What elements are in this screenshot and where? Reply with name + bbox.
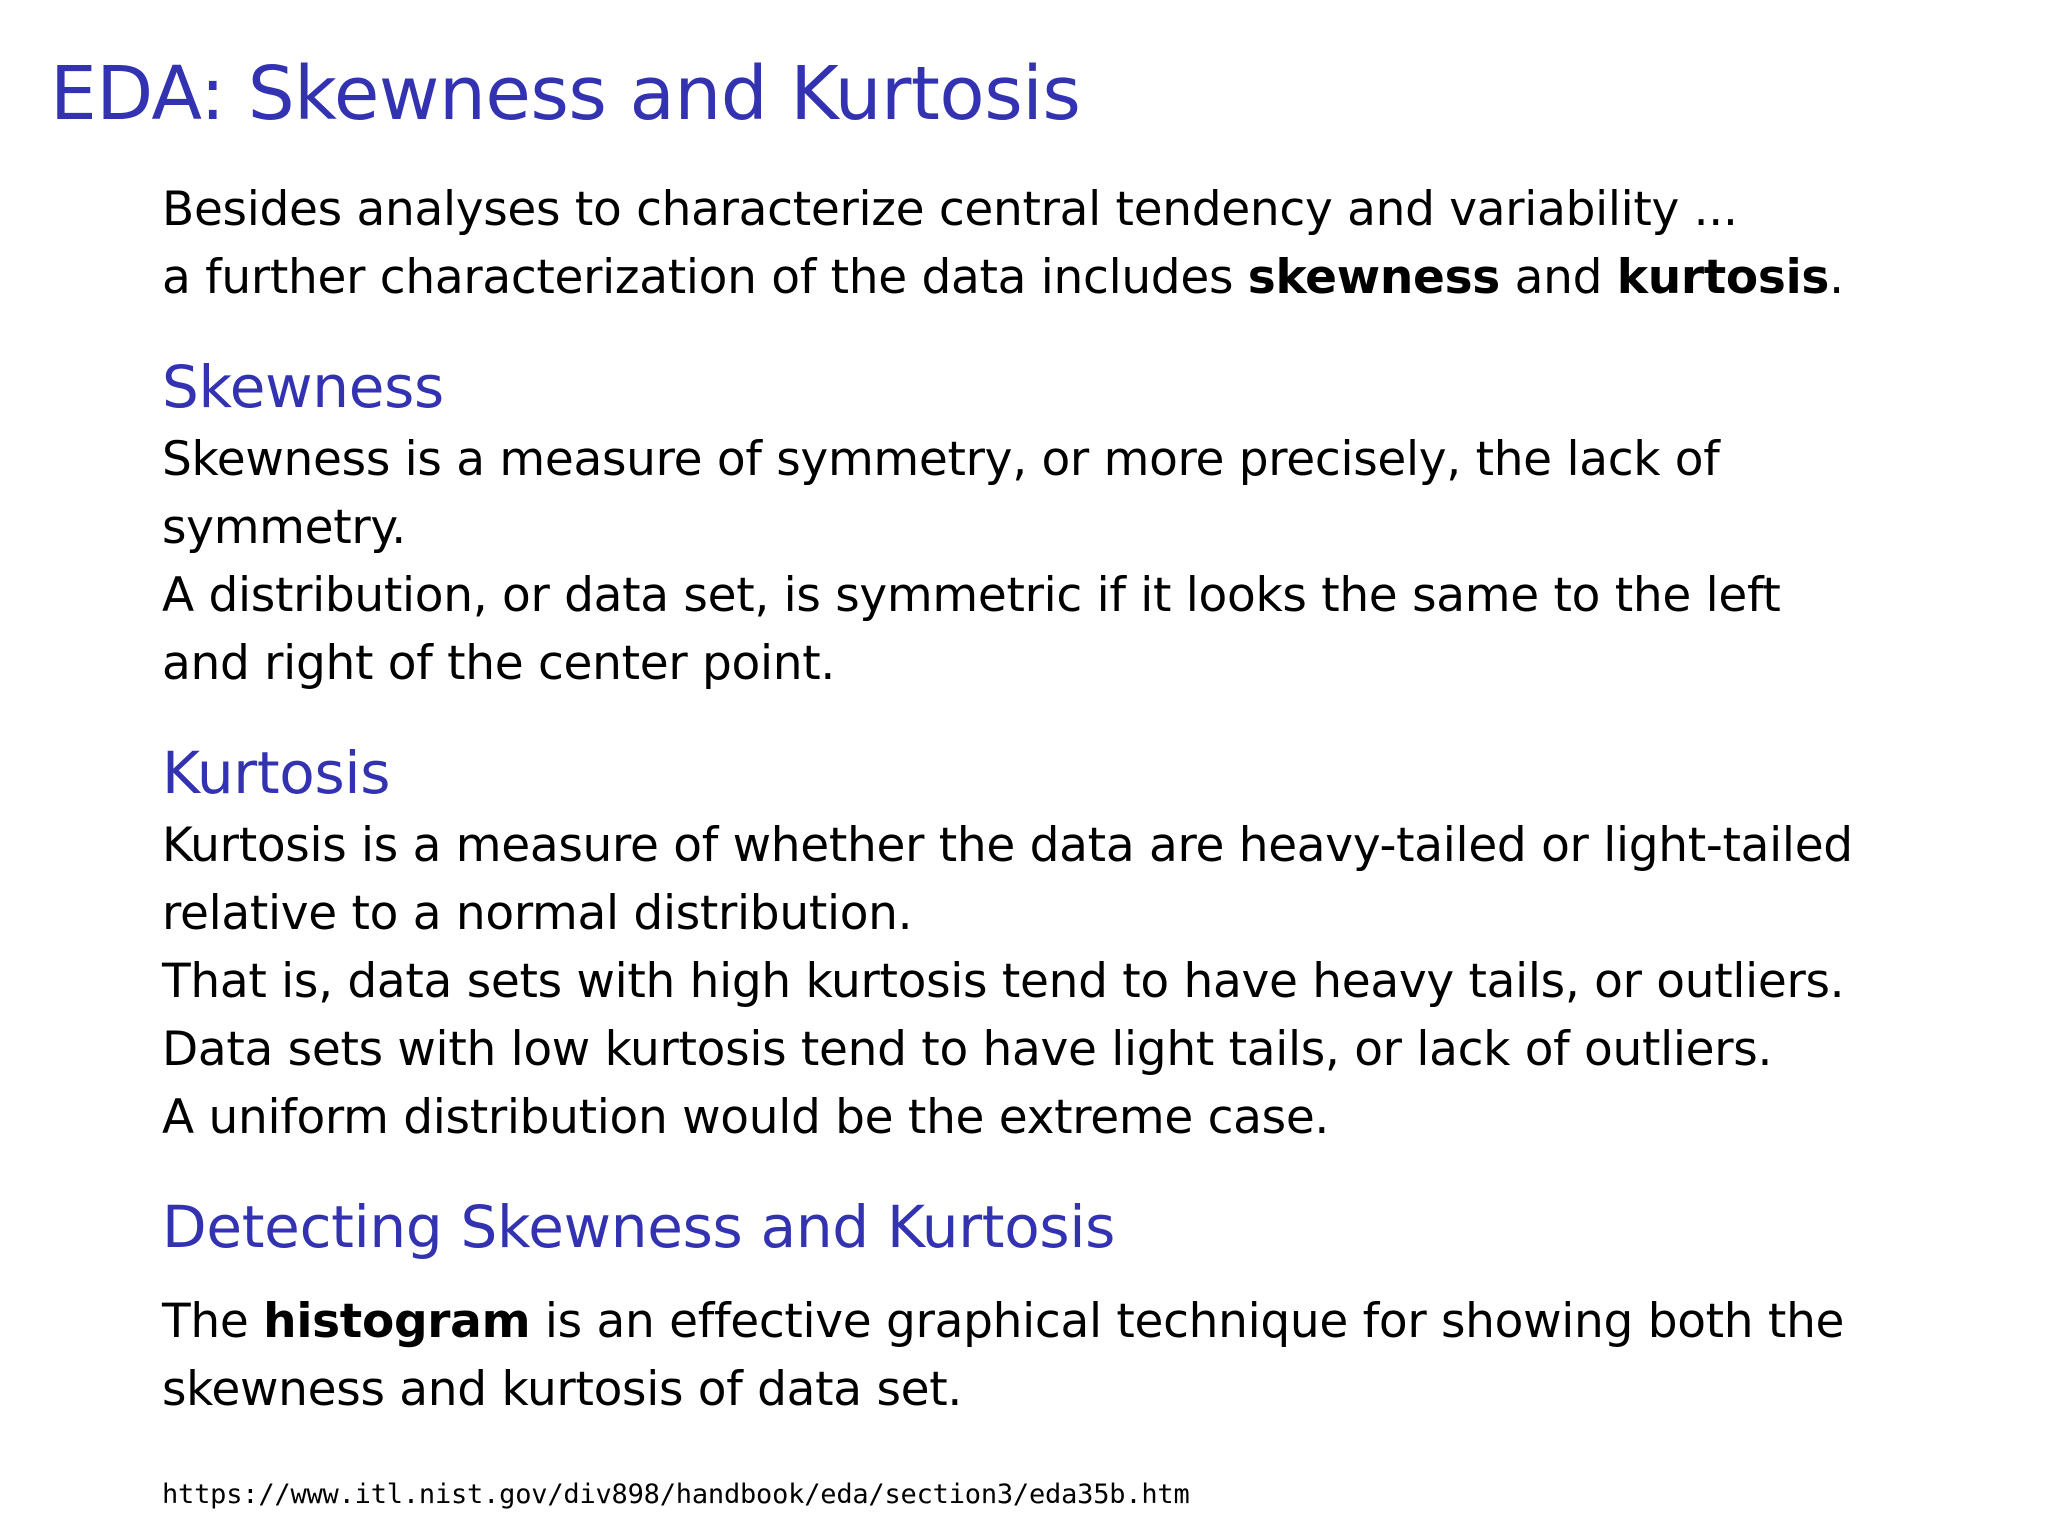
kurtosis-term: kurtosis (1616, 250, 1830, 305)
skewness-line-2: symmetry. (162, 500, 406, 555)
intro-line-1: Besides analyses to characterize central tendency and variability ... (162, 182, 1738, 237)
skewness-line-1: Skewness is a measure of symmetry, or more precisely, the lack of (162, 432, 1720, 487)
skewness-line-4: and right of the center point. (162, 636, 836, 691)
detecting-line-1-text-a: The (162, 1294, 264, 1349)
detecting-line-1 (162, 1288, 2002, 1356)
detecting-heading: Detecting Skewness and Kurtosis (162, 1193, 1116, 1261)
kurtosis-line-2: relative to a normal distribution. (162, 886, 913, 941)
intro-block (162, 176, 2002, 312)
slide-title: EDA: Skewness and Kurtosis (50, 51, 1081, 137)
kurtosis-line-5: A uniform distribution would be the extreme case. (162, 1090, 1330, 1145)
detecting-line-1-text-b: is an effective graphical technique for showing both the (530, 1294, 1845, 1349)
slide-content (162, 176, 2002, 1424)
skewness-term: skewness (1247, 250, 1500, 305)
skewness-line-3: A distribution, or data set, is symmetric if it looks the same to the left (162, 568, 1781, 623)
source-url: https://www.itl.nist.gov/div898/handbook/eda/section3/eda35b.htm (162, 1479, 1190, 1510)
intro-line-2-text-c: . (1829, 250, 1844, 305)
detecting-block (162, 1188, 2002, 1424)
kurtosis-line-4: Data sets with low kurtosis tend to have light tails, or lack of outliers. (162, 1022, 1773, 1077)
intro-line-2-text-b: and (1499, 250, 1617, 305)
intro-line-2 (162, 244, 2002, 312)
histogram-term: histogram (263, 1294, 531, 1349)
skewness-block (162, 348, 2002, 698)
kurtosis-line-3: That is, data sets with high kurtosis tend to have heavy tails, or outliers. (162, 954, 1845, 1009)
kurtosis-block (162, 734, 2002, 1152)
intro-line-2-text-a: a further characterization of the data includes (162, 250, 1248, 305)
skewness-heading: Skewness (162, 353, 444, 421)
kurtosis-heading: Kurtosis (162, 739, 391, 807)
kurtosis-line-1: Kurtosis is a measure of whether the data are heavy-tailed or light-tailed (162, 818, 1853, 873)
detecting-line-2: skewness and kurtosis of data set. (162, 1362, 963, 1417)
